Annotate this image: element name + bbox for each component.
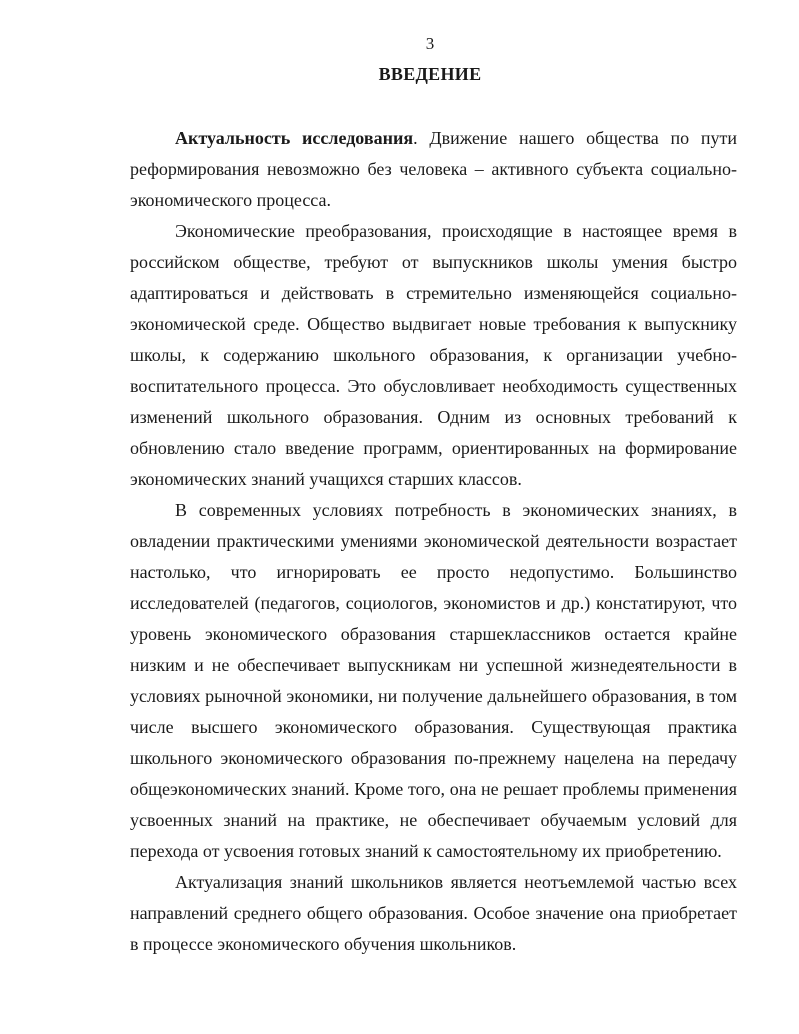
page-number: 3 [425, 34, 435, 53]
paragraph-1-text: . Движение нашего общества по пути реформирования невозможно без человека – активного субъекта социально-экономического процесса. [130, 128, 737, 210]
paragraph-2: Экономические преобразования, происходящие в настоящее время в российском обществе, требуют от выпускников школы умения быстро адаптироваться и действовать в стремительно изменяющейся социально-экономической среде. Общество выдвигает новые требования к выпускнику школы, к содержанию школьного образования, к организации учебно-воспитательного процесса. Это обусловливает необходимость существенных изменений школьного образования. Одним из основных требований к обновлению стало введение программ, ориентированных на формирование экономических знаний учащихся старших классов. [130, 221, 737, 489]
paragraph-1-lead: Актуальность исследования [175, 128, 414, 148]
paragraph-1 [130, 123, 737, 216]
document-body [130, 123, 737, 960]
page-title: ВВЕДЕНИЕ [378, 64, 482, 84]
paragraph-4: Актуализация знаний школьников является неотъемлемой частью всех направлений среднего общего образования. Особое значение она приобретает в процессе экономического обучения школьников. [130, 872, 737, 954]
paragraph-3: В современных условиях потребность в экономических знаниях, в овладении практическими умениями экономической деятельности возрастает настолько, что игнорировать ее просто недопустимо. Большинство исследователей (педагогов, социологов, экономистов и др.) констатируют, что уровень экономического образования старшеклассников остается крайне низким и не обеспечивает выпускникам ни успешной жизнедеятельности в условиях рыночной экономики, ни получение дальнейшего образования, в том числе высшего экономического образования. Существующая практика школьного экономического образования по-прежнему нацелена на передачу общеэкономических знаний. Кроме того, она не решает проблемы применения усвоенных знаний на практике, не обеспечивает обучаемым условий для перехода от усвоения готовых знаний к самостоятельному их приобретению. [130, 500, 737, 861]
